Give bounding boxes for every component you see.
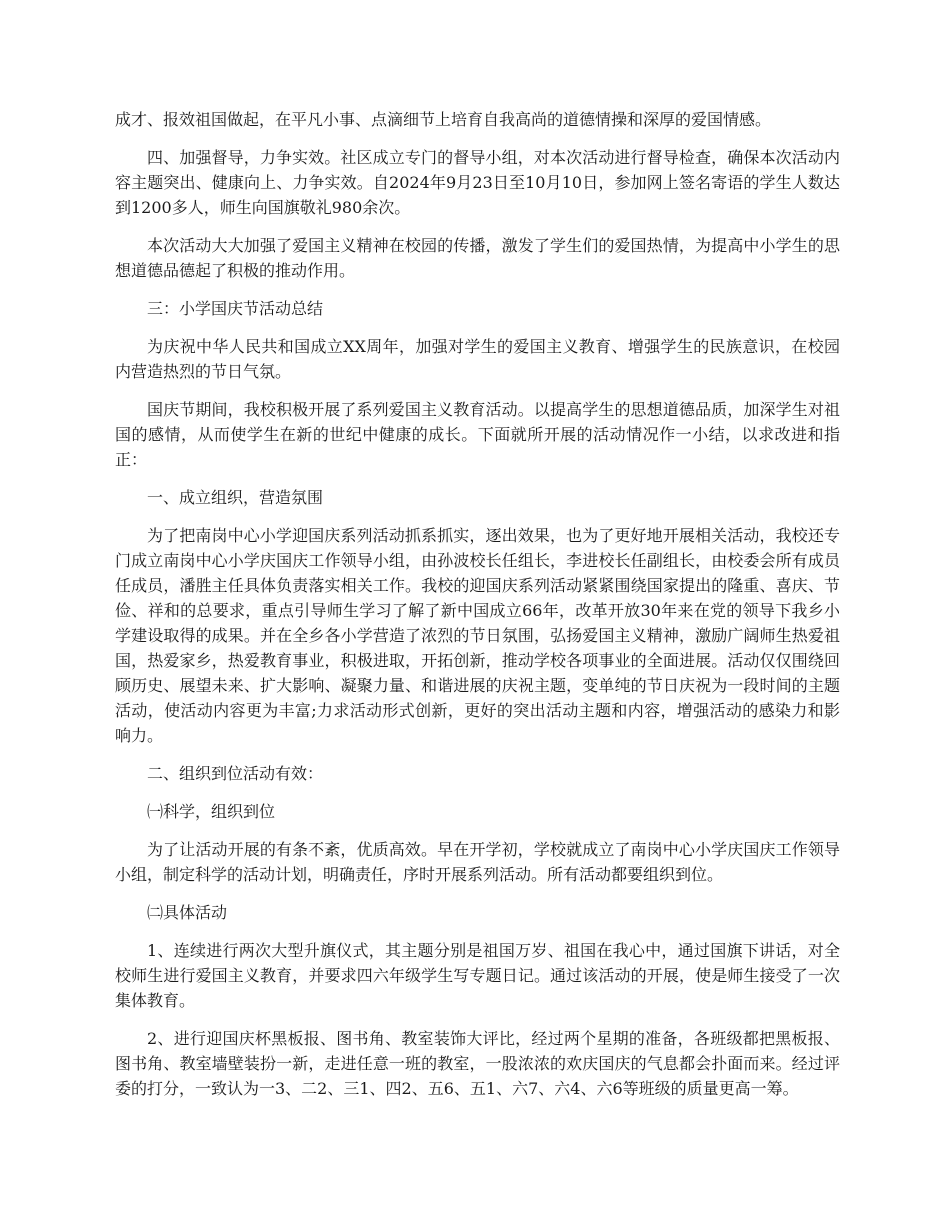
subheading-science: ㈠科学，组织到位 [147, 802, 276, 821]
paragraph-planning: 为了让活动开展的有条不紊，优质高效。早在开学初，学校就成立了南岗中心小学庆国庆工作领导小组，制定科学的活动计划，明确责任，序时开展系列活动。所有活动都要组织到位。 [115, 840, 840, 884]
section-heading-effective: 二、组织到位活动有效： [147, 764, 324, 783]
paragraph-activity-effect: 本次活动大大加强了爱国主义精神在校园的传播，激发了学生们的爱国热情，为提高中小学生的思想道德品德起了积极的推动作用。 [115, 236, 840, 280]
paragraph-purpose: 为庆祝中华人民共和国成立XX周年，加强对学生的爱国主义教育、增强学生的民族意识，在校园内营造热烈的节日气氛。 [115, 337, 840, 381]
subheading-activities: ㈡具体活动 [147, 903, 228, 922]
paragraph-blackboard-contest: 2、进行迎国庆杯黑板报、图书角、教室装饰大评比，经过两个星期的准备，各班级都把黑板报、图书角、教室墙壁装扮一新，走进任意一班的教室，一股浓浓的欢庆国庆的气息都会扑面而来。经过评委的打分，一致认为一3、二2、三1、四2、五6、五1、六7、六4、六6等班级的质量更高一筹。 [115, 1029, 840, 1098]
paragraph-supervision: 四、加强督导，力争实效。社区成立专门的督导小组，对本次活动进行督导检查，确保本次活动内容主题突出、健康向上、力争实效。自2024年9月23日至10月10日，参加网上签名寄语的学生人数达到1200多人，师生向国旗敬礼980余次。 [115, 148, 840, 217]
section-heading-organization: 一、成立组织，营造氛围 [147, 488, 324, 507]
paragraph-organization-details: 为了把南岗中心小学迎国庆系列活动抓系抓实，逐出效果，也为了更好地开展相关活动，我校还专门成立南岗中心小学庆国庆工作领导小组，由孙波校长任组长，李进校长任副组长，由校委会所有成员任成员，潘胜主任具体负责落实相关工作。我校的迎国庆系列活动紧紧围绕国家提出的隆重、喜庆、节俭、祥和的总要求，重点引导师生学习了解了新中国成立66年，改革开放30年来在党的领导下我乡小学建设取得的成果。并在全乡各小学营造了浓烈的节日氛围，弘扬爱国主义精神，激励广阔师生热爱祖国，热爱家乡，热爱教育事业，积极进取，开拓创新，推动学校各项事业的全面进展。活动仅仅围绕回顾历史、展望未来、扩大影响、凝聚力量、和谐进展的庆祝主题，变单纯的节日庆祝为一段时间的主题活动，使活动内容更为丰富;力求活动形式创新，更好的突出活动主题和内容，增强活动的感染力和影响力。 [115, 526, 840, 745]
paragraph-flag-ceremony: 1、连续进行两次大型升旗仪式，其主题分别是祖国万岁、祖国在我心中，通过国旗下讲话，对全校师生进行爱国主义教育，并要求四六年级学生写专题日记。通过该活动的开展，使是师生接受了一次集体教育。 [115, 941, 840, 1010]
paragraph-continuation: 成才、报效祖国做起，在平凡小事、点滴细节上培育自我高尚的道德情操和深厚的爱国情感。 [115, 110, 772, 129]
section-heading-summary: 三：小学国庆节活动总结 [147, 299, 324, 318]
paragraph-overview: 国庆节期间，我校积极开展了系列爱国主义教育活动。以提高学生的思想道德品质，加深学生对祖国的感情，从而使学生在新的世纪中健康的成长。下面就所开展的活动情况作一小结，以求改进和指正： [115, 400, 840, 469]
document-body [115, 107, 840, 1114]
